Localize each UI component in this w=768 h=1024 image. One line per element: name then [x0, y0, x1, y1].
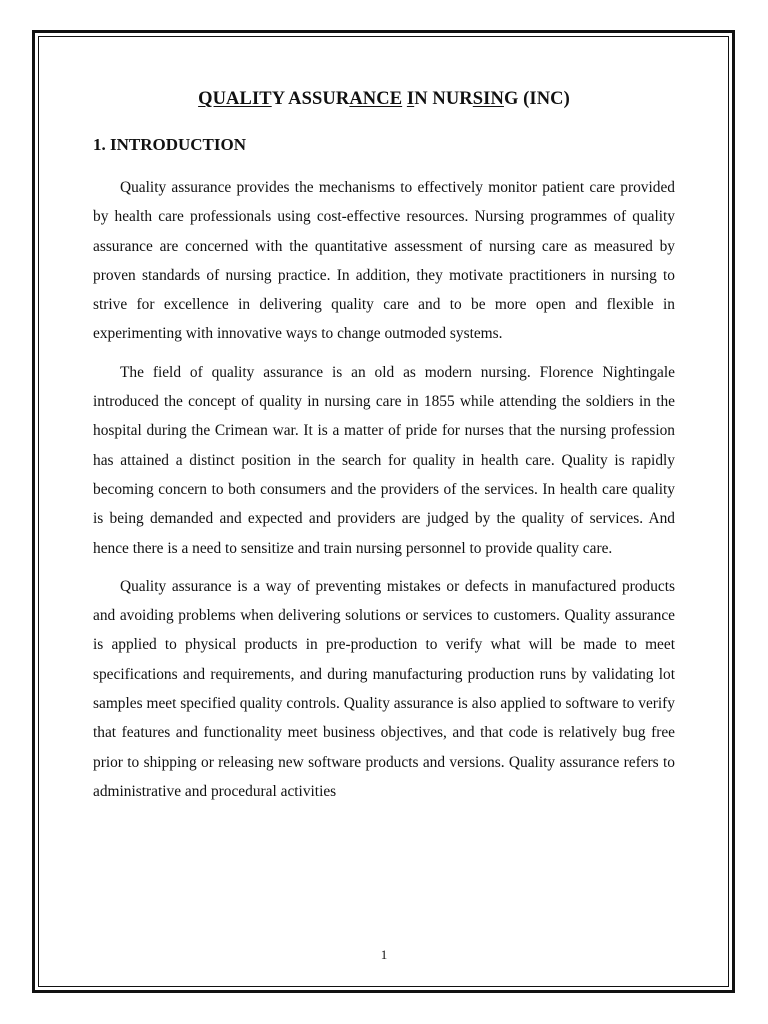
title-segment: G (INC) [503, 89, 570, 109]
paragraph: Quality assurance provides the mechanisms to effectively monitor patient care provided by health care professionals using cost-effective resources. Nursing programmes of quality assurance are concerned with the quantitative assessment of nursing care as measured by proven standards of nursing practice. In addition, they motivate practitioners in nursing to strive for excellence in delivering quality care and to be more open and flexible in experimenting with innovative ways to change outmoded systems. [93, 179, 675, 343]
document-title [0, 89, 768, 110]
title-segment: ANCE [349, 89, 403, 109]
body-text [93, 173, 675, 806]
title-segment: N NUR [414, 89, 473, 109]
page-number: 1 [380, 947, 388, 962]
section-heading: 1. INTRODUCTION [93, 135, 247, 154]
title-segment: I [406, 89, 415, 109]
title-segment: Y ASSUR [271, 89, 350, 109]
title-segment: QUALIT [198, 89, 272, 109]
paragraph: Quality assurance is a way of preventing mistakes or defects in manufactured products and avoiding problems when delivering solutions or services to customers. Quality assurance is applied to physical products in pre-production to verify what will be made to meet specifications and requirements, and during manufacturing production runs by validating lot samples meet specified quality controls. Quality assurance is also applied to software to verify that features and functionality meet business objectives, and that code is relatively bug free prior to shipping or releasing new software products and versions. Quality assurance refers to administrative and procedural activities [93, 577, 675, 800]
paragraph: The field of quality assurance is an old as modern nursing. Florence Nightingale introduced the concept of quality in nursing care in 1855 while attending the soldiers in the hospital during the Crimean war. It is a matter of pride for nurses that the nursing profession has attained a distinct position in the search for quality in health care. Quality is rapidly becoming concern to both consumers and the providers of the services. In health care quality is being demanded and expected and providers are judged by the quality of services. And hence there is a need to sensitize and train nursing personnel to provide quality care. [93, 363, 675, 557]
title-segment: SIN [472, 89, 504, 109]
